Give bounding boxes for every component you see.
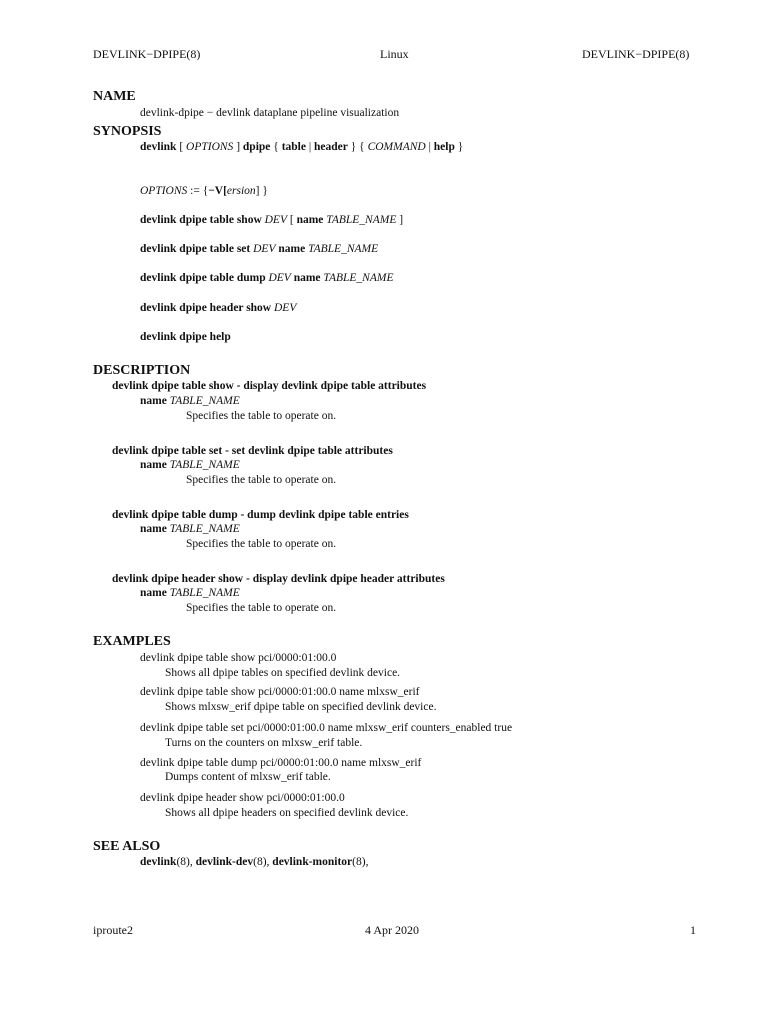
desc-param bbox=[140, 522, 240, 536]
desc-title: devlink dpipe header show - display devlink dpipe header attributes bbox=[112, 573, 445, 585]
desc-param-arg: TABLE_NAME bbox=[169, 523, 240, 535]
syn-table-dump-cmd: devlink dpipe table dump bbox=[140, 272, 266, 284]
desc-param bbox=[140, 394, 240, 408]
name-heading: NAME bbox=[93, 89, 136, 104]
header-center: Linux bbox=[380, 47, 409, 61]
footer-center: 4 Apr 2020 bbox=[365, 923, 419, 937]
synopsis-line bbox=[140, 140, 463, 154]
syn-table-show-dev: DEV bbox=[264, 214, 287, 226]
example-cmd: devlink dpipe table set pci/0000:01:00.0 name mlxsw_erif counters_enabled true bbox=[140, 722, 513, 734]
syn-table-dump-dev: DEV bbox=[268, 272, 291, 284]
syn-close-brace: } bbox=[350, 141, 357, 153]
see-also-heading: SEE ALSO bbox=[93, 839, 161, 854]
opt-assign: := { bbox=[190, 185, 209, 197]
desc-text: Specifies the table to operate on. bbox=[186, 538, 337, 550]
syn-devlink: devlink bbox=[140, 141, 177, 153]
syn-table-show-tablename: TABLE_NAME bbox=[326, 214, 397, 226]
example-cmd: devlink dpipe table show pci/0000:01:00.0 bbox=[140, 652, 337, 664]
syn-table-set-cmd: devlink dpipe table set bbox=[140, 243, 251, 255]
header-right: DEVLINK−DPIPE(8) bbox=[582, 47, 690, 61]
syn-table-dump-name: name bbox=[293, 272, 321, 284]
syn-table-show-close: ] bbox=[399, 214, 404, 226]
syn-header-show-dev: DEV bbox=[274, 302, 297, 314]
syn-open-brace: { bbox=[273, 141, 279, 153]
syn-header-show bbox=[140, 301, 296, 315]
syn-table-set bbox=[140, 242, 378, 256]
syn-open-brace2: { bbox=[359, 141, 365, 153]
desc-param-name: name bbox=[140, 523, 167, 535]
example-desc: Shows all dpipe tables on specified devlink device. bbox=[165, 667, 401, 679]
example-desc: Shows all dpipe headers on specified devlink device. bbox=[165, 807, 409, 819]
examples-heading: EXAMPLES bbox=[93, 634, 171, 649]
syn-table-show-cmd: devlink dpipe table show bbox=[140, 214, 262, 226]
description-heading: DESCRIPTION bbox=[93, 363, 191, 378]
syn-table-set-dev: DEV bbox=[253, 243, 276, 255]
syn-table-show-name: name bbox=[296, 214, 324, 226]
syn-table-dump bbox=[140, 271, 393, 285]
syn-open-bracket: [ bbox=[179, 141, 184, 153]
desc-param-arg: TABLE_NAME bbox=[169, 395, 240, 407]
syn-table-dump-tablename: TABLE_NAME bbox=[323, 272, 394, 284]
name-text: devlink-dpipe − devlink dataplane pipeline visualization bbox=[140, 107, 400, 119]
desc-title: devlink dpipe table set - set devlink dpipe table attributes bbox=[112, 445, 393, 457]
syn-help-line: devlink dpipe help bbox=[140, 331, 231, 343]
desc-param-arg: TABLE_NAME bbox=[169, 587, 240, 599]
syn-table-show bbox=[140, 213, 403, 227]
opt-v: −V[ bbox=[208, 185, 227, 197]
desc-title: devlink dpipe table dump - dump devlink dpipe table entries bbox=[112, 509, 409, 521]
syn-table: table bbox=[281, 141, 306, 153]
see-also-ref-sect: (8), bbox=[352, 856, 369, 868]
opt-close: ] } bbox=[255, 185, 268, 197]
syn-pipe1: | bbox=[308, 141, 312, 153]
example-desc: Shows mlxsw_erif dpipe table on specified devlink device. bbox=[165, 701, 437, 713]
example-cmd: devlink dpipe header show pci/0000:01:00.0 bbox=[140, 792, 345, 804]
see-also-ref-sect: (8), bbox=[253, 856, 270, 868]
desc-param bbox=[140, 586, 240, 600]
opt-ersion: ersion bbox=[226, 185, 256, 197]
syn-header-show-cmd: devlink dpipe header show bbox=[140, 302, 272, 314]
desc-text: Specifies the table to operate on. bbox=[186, 474, 337, 486]
opt-options: OPTIONS bbox=[140, 185, 188, 197]
desc-param-name: name bbox=[140, 587, 167, 599]
see-also-ref-name: devlink-monitor bbox=[272, 856, 353, 868]
desc-param-name: name bbox=[140, 459, 167, 471]
syn-dpipe: dpipe bbox=[242, 141, 271, 153]
footer-left: iproute2 bbox=[93, 923, 133, 937]
header-left: DEVLINK−DPIPE(8) bbox=[93, 47, 201, 61]
example-desc: Dumps content of mlxsw_erif table. bbox=[165, 771, 331, 783]
see-also-refs bbox=[140, 855, 368, 869]
desc-param-arg: TABLE_NAME bbox=[169, 459, 240, 471]
example-cmd: devlink dpipe table dump pci/0000:01:00.0 name mlxsw_erif bbox=[140, 757, 422, 769]
syn-options: OPTIONS bbox=[186, 141, 234, 153]
syn-command: COMMAND bbox=[367, 141, 426, 153]
see-also-ref-name: devlink bbox=[140, 856, 177, 868]
see-also-ref-sect: (8), bbox=[176, 856, 193, 868]
syn-close-brace2: } bbox=[457, 141, 464, 153]
see-also-ref-name: devlink-dev bbox=[195, 856, 254, 868]
desc-title: devlink dpipe table show - display devlink dpipe table attributes bbox=[112, 380, 427, 392]
desc-text: Specifies the table to operate on. bbox=[186, 602, 337, 614]
syn-table-set-name: name bbox=[278, 243, 306, 255]
desc-text: Specifies the table to operate on. bbox=[186, 410, 337, 422]
syn-table-set-tablename: TABLE_NAME bbox=[308, 243, 379, 255]
desc-param bbox=[140, 458, 240, 472]
syn-header: header bbox=[314, 141, 348, 153]
syn-close-bracket: ] bbox=[236, 141, 241, 153]
footer-page-number: 1 bbox=[690, 923, 696, 937]
syn-pipe2: | bbox=[428, 141, 431, 153]
syn-table-show-open: [ bbox=[289, 214, 294, 226]
options-line bbox=[140, 184, 268, 198]
example-desc: Turns on the counters on mlxsw_erif table. bbox=[165, 737, 363, 749]
desc-param-name: name bbox=[140, 395, 167, 407]
example-cmd: devlink dpipe table show pci/0000:01:00.0 name mlxsw_erif bbox=[140, 686, 420, 698]
syn-help: help bbox=[433, 141, 455, 153]
synopsis-heading: SYNOPSIS bbox=[93, 124, 162, 139]
